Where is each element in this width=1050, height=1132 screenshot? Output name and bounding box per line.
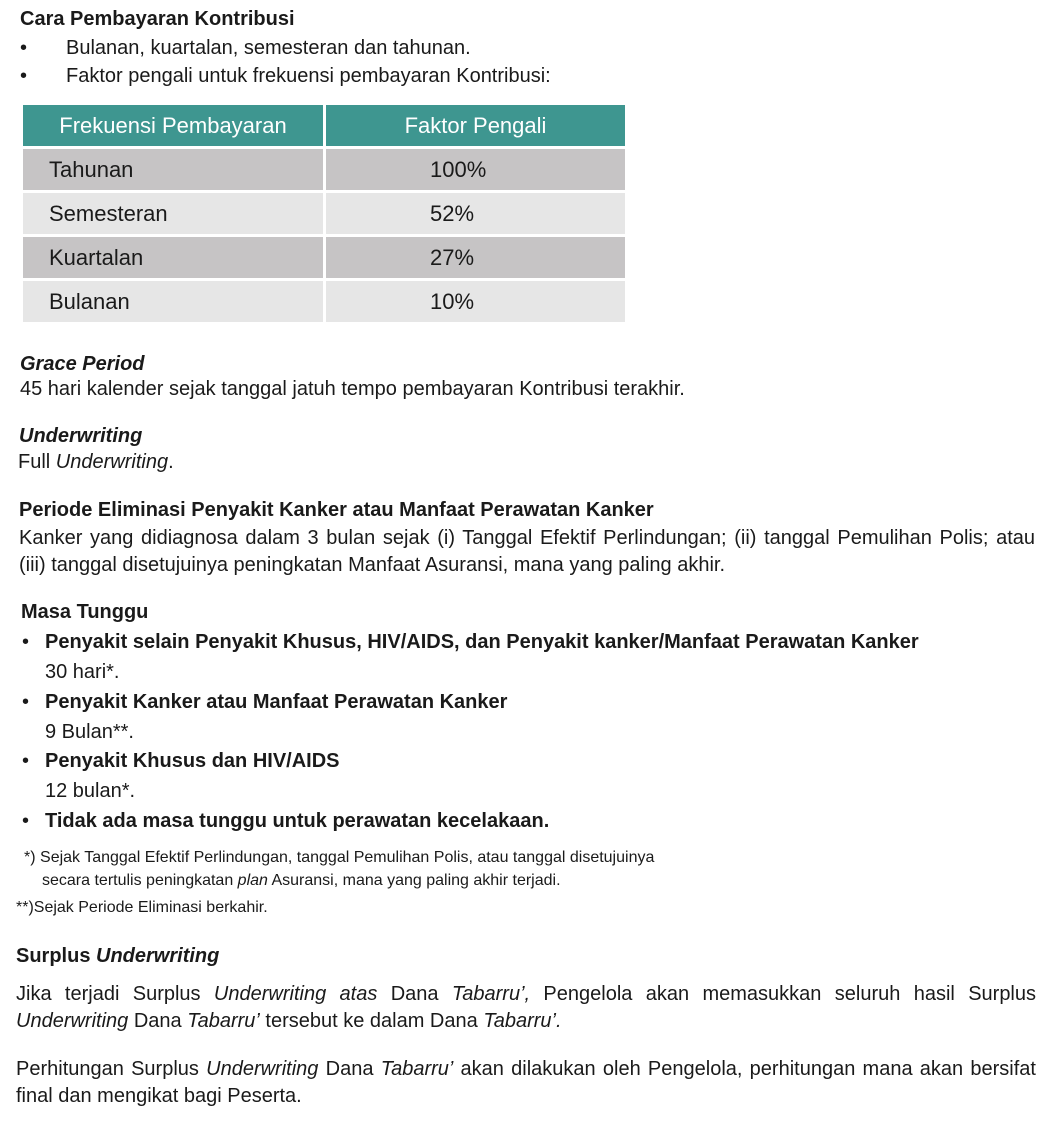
bullet-icon: • [22,631,30,653]
list-item [20,65,720,88]
footnote-double-star [16,896,268,919]
cell-frequency: Kuartalan [23,237,323,278]
footnote-text: Sejak Periode Eliminasi berkahir. [33,899,268,916]
surplus-paragraph-1 [16,981,1036,1035]
column-header-frequency: Frekuensi Pembayaran [23,105,323,146]
bullet-icon: • [22,691,30,713]
bullet-icon: • [22,750,30,772]
text-run: Pengelola akan memasukkan seluruh hasil Surplus [530,983,1037,1005]
waiting-item-duration: 9 Bulan**. [45,721,134,743]
footnote-text: Sejak Tanggal Efektif Perlindungan, tanggal Pemulihan Polis, atau tanggal disetujuinya [40,849,655,866]
footnote-mark: **) [16,899,34,916]
table-header-row [23,105,625,146]
bullet-icon: • [20,37,28,59]
section-title-elimination: Periode Eliminasi Penyakit Kanker atau Manfaat Perawatan Kanker [19,499,654,521]
footnote-single-star-cont: secara tertulis peningkatan plan Asuransi, mana yang paling akhir terjadi. [42,872,561,889]
text-run: Underwriting [206,1058,319,1080]
waiting-item-title: Tidak ada masa tunggu untuk perawatan kecelakaan. [45,810,550,832]
elimination-text: Kanker yang didiagnosa dalam 3 bulan sejak (i) Tanggal Efektif Perlindungan; (ii) tanggal Pemulihan Polis; atau (iii) tanggal disetujuinya peningkatan Manfaat Asuransi, mana yang paling akhir. [19,527,1035,576]
text-run: akan dilakukan oleh Pengelola, perhitungan mana akan bersifat final dan mengikat bagi Peserta. [16,1058,1036,1107]
surplus-paragraph-2 [16,1056,1036,1110]
cell-frequency: Semesteran [23,193,323,234]
waiting-item-title: Penyakit Kanker atau Manfaat Perawatan Kanker [45,691,508,713]
column-header-factor: Faktor Pengali [326,105,625,146]
cell-factor: 10% [326,281,625,322]
text-run: Tabarru’ [187,1010,260,1032]
text-run: tersebut ke dalam Dana [259,1010,484,1032]
section-title-waiting-period: Masa Tunggu [21,601,149,623]
bullet-icon: • [22,810,30,832]
waiting-item-title: Penyakit selain Penyakit Khusus, HIV/AIDS, dan Penyakit kanker/Manfaat Perawatan Kanker [45,631,919,653]
footnote-single-star [24,846,654,869]
bullet-icon: • [20,65,28,87]
section-title-contribution: Cara Pembayaran Kontribusi [20,8,295,30]
text-run: Jika terjadi Surplus [16,983,214,1005]
cell-factor: 52% [326,193,625,234]
text-run: Dana [377,983,452,1005]
section-title-underwriting: Underwriting [19,425,143,447]
underwriting-text: Full Underwriting. [18,451,174,473]
text-run: Perhitungan Surplus [16,1058,207,1080]
list-item-text: Bulanan, kuartalan, semesteran dan tahunan. [66,37,471,59]
grace-period-text: 45 hari kalender sejak tanggal jatuh tempo pembayaran Kontribusi terakhir. [20,378,685,400]
table-row [23,193,625,234]
waiting-item-duration: 30 hari*. [45,661,120,683]
waiting-item [22,631,1022,654]
cell-factor: 27% [326,237,625,278]
table-row [23,237,625,278]
list-item [20,37,720,60]
footnote-mark: *) [24,849,36,866]
table-row [23,281,625,322]
text-run: Tabarru’. [483,1010,562,1032]
text-run: Underwriting atas [213,983,378,1005]
waiting-item [22,691,1022,714]
waiting-item-duration: 12 bulan*. [45,780,136,802]
text-run: Underwriting [16,1010,129,1032]
text-run: Dana [318,1058,381,1080]
text-run: Tabarru’ [380,1058,454,1080]
waiting-item-title: Penyakit Khusus dan HIV/AIDS [45,750,340,772]
text-run: Tabarru’, [451,983,531,1005]
cell-frequency: Tahunan [23,149,323,190]
waiting-item [22,750,1022,773]
text-run: Dana [128,1010,188,1032]
waiting-item [22,810,1022,833]
frequency-table [20,102,628,325]
cell-factor: 100% [326,149,625,190]
list-item-text: Faktor pengali untuk frekuensi pembayaran Kontribusi: [66,65,551,87]
table-row [23,149,625,190]
section-title-surplus: Surplus Underwriting [16,945,220,967]
cell-frequency: Bulanan [23,281,323,322]
section-title-grace-period: Grace Period [20,353,145,375]
